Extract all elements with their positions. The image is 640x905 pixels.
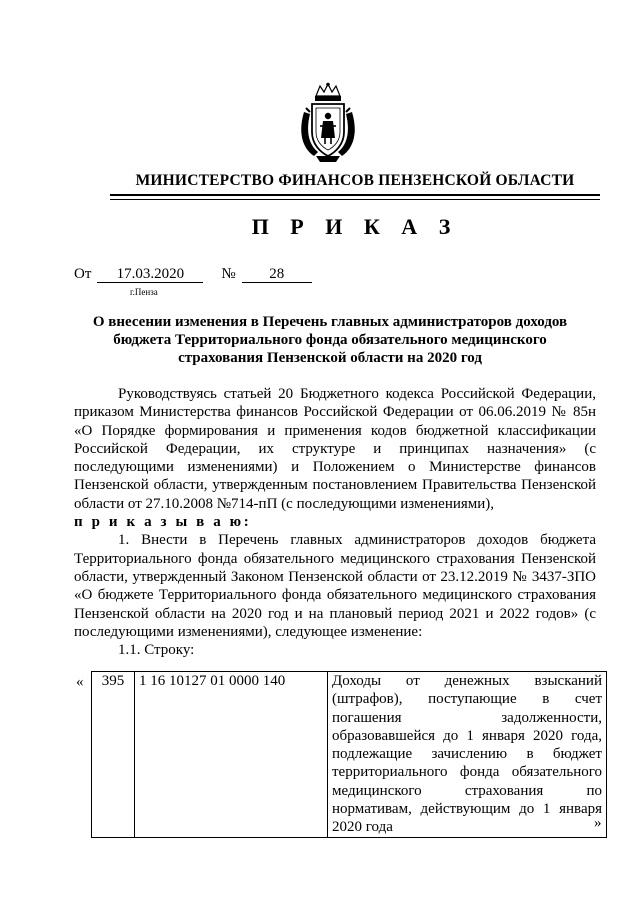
document-title: О внесении изменения в Перечень главных администраторов доходов бюджета Территориального фонда обязательного медицинского страхования Пензенской области на 2020 год — [92, 314, 568, 366]
order-number: 28 — [242, 266, 312, 283]
income-code-cell: 1 16 10127 01 0000 140 — [135, 672, 328, 838]
open-quote: « — [76, 674, 84, 690]
ministry-name: МИНИСТЕРСТВО ФИНАНСОВ ПЕНЗЕНСКОЙ ОБЛАСТИ — [135, 172, 575, 189]
close-quote: » — [594, 815, 602, 831]
order-date: 17.03.2020 — [97, 266, 203, 283]
income-table — [91, 671, 607, 838]
order-word: п р и к а з ы в а ю: — [74, 514, 252, 531]
document-body — [74, 385, 596, 659]
header-rule-thin — [110, 199, 600, 200]
description-cell: Доходы от денежных взысканий (штрафов), поступающие в счет погашения задолженности, образовавшейся до 1 января 2020 года, подлежащие зачислению в бюджет территориального фонда обязательного медицинского страхования по нормативам, действующим до 1 января 2020 года — [328, 672, 607, 838]
date-number-line — [74, 266, 312, 283]
number-prefix: № — [221, 266, 236, 282]
document-type: П Р И К А З — [251, 214, 459, 239]
item-1-1-paragraph: 1.1. Строку: — [118, 642, 195, 659]
date-prefix: От — [74, 266, 92, 282]
item-1-paragraph: 1. Внести в Перечень главных администраторов доходов бюджета Территориального фонда обязательного медицинского страхования Пензенской области, утвержденный Законом Пензенской области от 23.12.2019 № 3437-ЗПО «О бюджете Территориального фонда обязательного медицинского страхования Пензенской области на 2020 год и на плановый период 2021 и 2022 годов» (с последующими изменениями), следующее изменение: — [74, 532, 596, 640]
coat-of-arms-icon — [296, 82, 360, 164]
admin-code-cell: 395 — [92, 672, 135, 838]
table-row — [92, 672, 607, 838]
header-rule-thick — [110, 194, 600, 196]
city: г.Пенза — [130, 287, 158, 297]
preamble-paragraph: Руководствуясь статьей 20 Бюджетного кодекса Российской Федерации, приказом Министерства финансов Российской Федерации от 06.06.2019 № 85н «О Порядке формирования и применения кодов бюджетной классификации Российской Федерации, их структуре и принципах назначения» (с последующими изменениями) и Положением о Министерстве финансов Пензенской области, утвержденным постановлением Правительства Пензенской области от 27.10.2008 №714-пП (с последующими изменениями), — [74, 386, 596, 512]
